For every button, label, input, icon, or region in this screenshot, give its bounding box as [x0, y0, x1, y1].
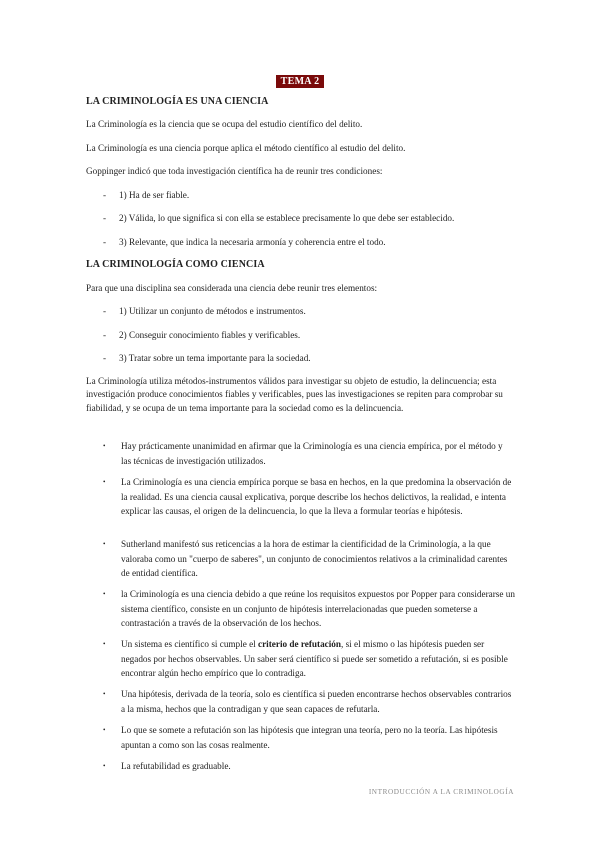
list-item-text: 1) Ha de ser fiable. [119, 190, 190, 200]
bullet-text: Hay prácticamente unanimidad en afirmar que la Criminología es una ciencia empírica, por el método y las técnicas de investigación utilizados. [121, 441, 503, 466]
bullet-marker: • [103, 478, 106, 486]
bullet-marker: • [103, 540, 106, 548]
section-heading: LA CRIMINOLOGÍA COMO CIENCIA [86, 259, 265, 270]
bullet-item [103, 439, 515, 468]
bullet-text: la Criminología es una ciencia debido a que reúne los requisitos expuestos por Popper para considerarse un sistema científico, consiste en un conjunto de hipótesis interrelacionadas que pueden someterse a contrastación a través de la observación de los hechos. [121, 589, 515, 629]
bullet-marker: • [103, 640, 106, 648]
dash-marker: - [103, 306, 107, 316]
list-item-text: 3) Tratar sobre un tema importante para la sociedad. [119, 353, 311, 363]
dash-marker: - [103, 190, 107, 200]
dash-marker: - [103, 213, 107, 223]
list-item-text: 1) Utilizar un conjunto de métodos e instrumentos. [119, 306, 306, 316]
bullet-item [103, 537, 515, 581]
bullet-text: Lo que se somete a refutación son las hipótesis que integran una teoría, pero no la teoría. Las hipótesis apuntan a como son las cosas realmente. [121, 725, 498, 750]
paragraph: La Criminología es una ciencia porque aplica el método científico al estudio del delito. [86, 143, 406, 153]
chapter-title: TEMA 2 [276, 75, 325, 88]
paragraph: La Criminología es la ciencia que se ocupa del estudio científico del delito. [86, 119, 363, 129]
dash-marker: - [103, 237, 107, 247]
paragraph: Goppinger indicó que toda investigación científica ha de reunir tres condiciones: [86, 166, 383, 176]
list-item-text: 2) Conseguir conocimiento fiables y verificables. [119, 330, 301, 340]
title-wrapper [0, 71, 600, 89]
summary-paragraph: La Criminología utiliza métodos-instrumentos válidos para investigar su objeto de estudio, la delincuencia; esta investigación produce conocimientos fiables y verificables, pues las investigaciones se repiten para comprobar su fiabilidad, y se ocupa de un tema importante para la sociedad como es la delincuencia. [86, 376, 503, 413]
bullet-marker: • [103, 690, 106, 698]
key-term: criterio de refutación [258, 639, 342, 649]
dash-marker: - [103, 330, 107, 340]
bullet-item [103, 687, 515, 716]
bullet-text [121, 637, 515, 681]
list-item-text: 2) Válida, lo que significa si con ella se establece precisamente lo que debe ser establecido. [119, 213, 455, 223]
section-heading: LA CRIMINOLOGÍA ES UNA CIENCIA [86, 96, 269, 107]
bullet-item [103, 759, 515, 774]
list-item-text: 3) Relevante, que indica la necesaria armonía y coherencia entre el todo. [119, 237, 386, 247]
bullet-item [103, 475, 515, 519]
bullet-item [103, 637, 515, 681]
bullet-marker: • [103, 442, 106, 450]
bullet-item [103, 587, 515, 631]
bullet-item [103, 723, 515, 752]
bullet-text-end: , si el mismo o las hipótesis pueden ser negados por hechos observables. Un saber será científico si puede ser sometido a refutación, si es posible encontrar algún hecho empírico que lo contradiga. [121, 639, 508, 679]
bullet-marker: • [103, 762, 106, 770]
dash-marker: - [103, 353, 107, 363]
page-footer: INTRODUCCIÓN A LA CRIMINOLOGÍA [368, 788, 514, 796]
bullet-marker: • [103, 726, 106, 734]
bullet-text: La Criminología es una ciencia empírica porque se basa en hechos, en la que predomina la observación de la realidad. Es una ciencia causal explicativa, porque describe los hechos delictivos, la realidad, e intenta explicar las causas, el origen de la delincuencia, lo que la lleva a formular teorías e hipótesis. [121, 477, 512, 517]
bullet-marker: • [103, 590, 106, 598]
bullet-text-start: Un sistema es científico si cumple el [121, 639, 259, 649]
bullet-text: La refutabilidad es graduable. [121, 761, 231, 771]
paragraph: Para que una disciplina sea considerada una ciencia debe reunir tres elementos: [86, 283, 378, 293]
bullet-text: Sutherland manifestó sus reticencias a la hora de estimar la cientificidad de la Criminología, a la que valoraba como un "cuerpo de saberes", un conjunto de conocimientos relativos a la criminalidad carentes de entidad científica. [121, 539, 508, 579]
bullet-text: Una hipótesis, derivada de la teoría, solo es científica si pueden encontrarse hechos observables contrarios a la misma, hechos que la contradigan y que sean capaces de refutarla. [121, 689, 512, 714]
